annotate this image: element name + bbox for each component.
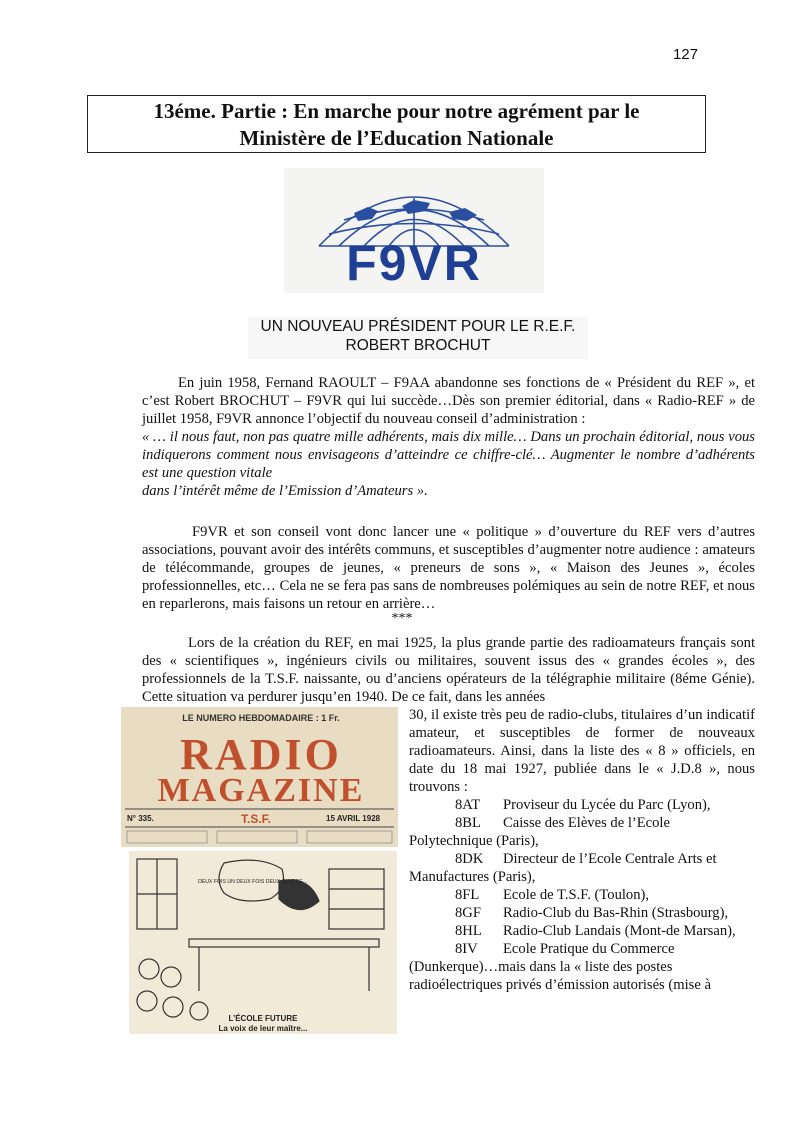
paragraph-1-quote-end: dans l’intérêt même de l’Emission d’Amateurs ». (142, 483, 428, 499)
station-list (409, 796, 755, 994)
paragraph-1-text: En juin 1958, Fernand RAOULT – F9AA abandonne ses fonctions de « Président du REF », et c’est Robert BROCHUT – F9VR qui lui succède…Dès son premier éditorial, dans « Radio-REF » de juillet 1958, F9VR annonce l’objectif du nouveau conseil d’administration : (142, 375, 755, 427)
paragraph-1-quote: « … il nous faut, non pas quatre mille adhérents, mais dix mille… Dans un prochain éditorial, nous vous indiquerons comment nous envisageons d’atteindre ce chiffre-clé… Augmenter le nombre d’adhérents est une question vitale (142, 429, 755, 481)
logo-callsign: F9VR (346, 235, 482, 291)
section-separator: *** (391, 611, 413, 626)
caption-line-2: ROBERT BROCHUT (345, 337, 491, 354)
list-item: 8AT Proviseur du Lycée du Parc (Lyon), (455, 797, 711, 813)
list-item: 8IV Ecole Pratique du Commerce (Dunkerque)…mais dans la « liste des postes radioélectriques privés d’émission autorisés (mise à (409, 941, 711, 993)
cartoon-caption-subtitle: La voix de leur maître... (218, 1024, 308, 1033)
paragraph-2: F9VR et son conseil vont donc lancer une « politique » d’ouverture du REF vers d’autres associations, pouvant avoir des intérêts communs, et susceptibles d’augmenter notre audience : amateurs de télécommande, groupes de jeunes, « preneurs de sons », « Maison des Jeunes », écoles professionnelles, etc… Cela ne se fera pas sans de nombreuses polémiques au sein de notre REF, et nous en reparlerons, mais faisons un retour en arrière… (142, 524, 755, 612)
list-item: 8GF Radio-Club du Bas-Rhin (Strasbourg), (455, 905, 729, 921)
page-number: 127 (672, 46, 698, 63)
magazine-issue: N° 335. (127, 814, 154, 823)
cartoon-bubble: DEUX FOIS UN DEUX FOIS DEUX QUATRE… (197, 879, 309, 885)
radio-magazine-cover (121, 707, 398, 847)
paragraph-1 (142, 374, 755, 500)
paragraph-3-continued: 30, il existe très peu de radio-clubs, titulaires d’un indicatif amateur, et susceptibles de former de nouveaux radioamateurs. Ainsi, dans la liste des « 8 » officiels, en date du 18 mai 1927, publiée dans le « J.D.8 », nous trouvons : (409, 707, 755, 795)
title-line-1: 13éme. Partie : En marche pour notre agrément par le (153, 99, 640, 123)
magazine-subtitle: T.S.F. (241, 812, 272, 826)
cartoon-caption-title: L’ÉCOLE FUTURE (228, 1014, 298, 1023)
list-item: 8BL Caisse des Elèves de l’Ecole Polytechnique (Paris), (409, 815, 670, 849)
magazine-title-magazine: MAGAZINE (157, 772, 365, 809)
list-item: 8FL Ecole de T.S.F. (Toulon), (455, 887, 650, 903)
list-item: 8DK Directeur de l’Ecole Centrale Arts et Manufactures (Paris), (409, 851, 717, 885)
paragraph-3: Lors de la création du REF, en mai 1925, la plus grande partie des radioamateurs français sont des « scientifiques », ingénieurs civils ou militaires, souvent issus des « grandes écoles », des professionnels de la T.S.F. naissante, ou d’anciens opérateurs de la télégraphie militaire (8éme Génie). Cette situation va perdurer jusqu’en 1940. De ce fait, dans les années (142, 635, 755, 705)
ecole-future-cartoon (129, 851, 397, 1034)
title-line-2: Ministère de l’Education Nationale (239, 126, 554, 150)
list-item: 8HL Radio-Club Landais (Mont-de Marsan), (455, 923, 736, 939)
f9vr-globe-logo (284, 168, 544, 293)
magazine-title-radio: RADIO (180, 730, 342, 779)
magazine-banner: LE NUMERO HEBDOMADAIRE : 1 Fr. (182, 713, 340, 723)
chapter-title (87, 95, 706, 153)
magazine-date: 15 AVRIL 1928 (326, 814, 381, 823)
logo-caption (248, 317, 588, 359)
caption-line-1: UN NOUVEAU PRÉSIDENT POUR LE R.E.F. (260, 318, 576, 335)
